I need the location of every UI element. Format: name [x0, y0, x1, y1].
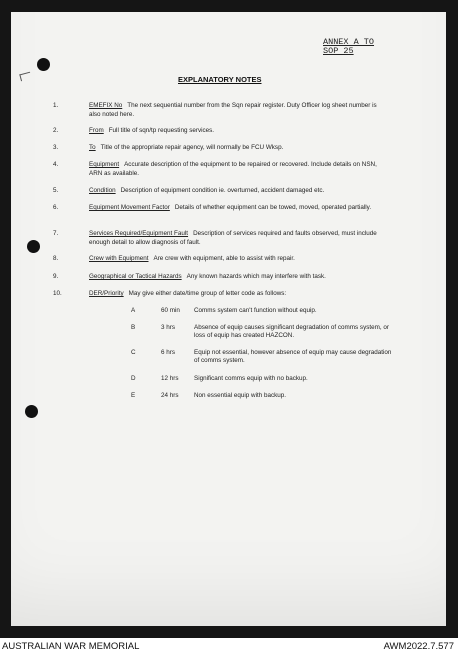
punch-hole — [27, 240, 40, 253]
item-number: 6. — [53, 204, 59, 211]
annex-line-2: SOP 25 — [323, 46, 354, 56]
item-description: Title of the appropriate repair agency, will normally be FCU Wksp. — [100, 144, 284, 151]
priority-description: Absence of equip causes significant degradation of comms system, or loss of equip has created HAZCON. — [194, 324, 389, 340]
priority-code: B — [131, 324, 136, 331]
punch-hole — [37, 58, 50, 71]
footer-institution: AUSTRALIAN WAR MEMORIAL — [2, 641, 140, 652]
item-label: DER/Priority — [89, 290, 124, 297]
priority-time: 6 hrs — [161, 349, 175, 356]
item-label: Equipment Movement Factor — [89, 204, 170, 211]
item-label: Equipment — [89, 161, 120, 168]
item-number: 3. — [53, 144, 59, 151]
item-description: Description of equipment condition ie. overturned, accident damaged etc. — [120, 187, 325, 194]
item-description: May give either date/time group of letter code as follows: — [128, 290, 287, 297]
item-description: Full title of sqn/tp requesting services. — [108, 127, 215, 134]
item-number: 7. — [53, 230, 59, 237]
item-description: Details of whether equipment can be towed, moved, operated partially. — [174, 204, 372, 211]
item-number: 10. — [53, 290, 62, 297]
priority-time: 24 hrs — [161, 392, 179, 399]
footer-accession-number: AWM2022.7.577 — [383, 641, 454, 652]
item-description: Any known hazards which may interfere with task. — [186, 273, 326, 280]
priority-description: Non essential equip with backup. — [194, 392, 287, 399]
item-text — [89, 204, 389, 213]
priority-description: Equip not essential, however absence of equip may cause degradation of comms system. — [194, 349, 392, 365]
item-number: 4. — [53, 161, 59, 168]
annex-reference — [323, 38, 374, 56]
item-text — [89, 290, 389, 299]
priority-description: Significant comms equip with no backup. — [194, 375, 308, 382]
item-number: 9. — [53, 273, 59, 280]
item-text — [89, 102, 389, 119]
annex-line-1: ANNEX A TO — [323, 37, 375, 47]
item-description: The next sequential number from the Sqn repair register. Duty Officer log sheet number is also noted here. — [89, 102, 377, 118]
priority-code: D — [131, 375, 136, 382]
item-label: Services Required/Equipment Fault — [89, 230, 189, 237]
item-number: 5. — [53, 187, 59, 194]
item-text — [89, 127, 389, 136]
item-number: 2. — [53, 127, 59, 134]
punch-hole — [25, 405, 38, 418]
item-text — [89, 230, 389, 247]
item-text — [89, 273, 389, 282]
priority-time: 12 hrs — [161, 375, 179, 382]
priority-time: 3 hrs — [161, 324, 175, 331]
item-number: 1. — [53, 102, 59, 109]
item-label: Condition — [89, 187, 116, 194]
item-text — [89, 144, 389, 153]
priority-code: A — [131, 307, 136, 314]
item-label: Crew with Equipment — [89, 255, 149, 262]
item-description: Are crew with equipment, able to assist with repair. — [153, 255, 295, 262]
item-number: 8. — [53, 255, 59, 262]
item-text — [89, 187, 389, 196]
item-label: EMEFIX No — [89, 102, 123, 109]
priority-time: 60 min — [161, 307, 180, 314]
item-description: Description of services required and faults observed, must include enough detail to allow diagnosis of fault. — [89, 230, 377, 246]
priority-code: E — [131, 392, 136, 399]
priority-code: C — [131, 349, 136, 356]
item-label: From — [89, 127, 104, 134]
item-text — [89, 255, 389, 264]
item-text — [89, 161, 389, 178]
item-description: Accurate description of the equipment to be repaired or recovered. Include details on NSN, ARN as available. — [89, 161, 377, 177]
page-title: EXPLANATORY NOTES — [178, 75, 262, 84]
item-label: Geographical or Tactical Hazards — [89, 273, 182, 280]
item-label: To — [89, 144, 96, 151]
priority-description: Comms system can't function without equip. — [194, 307, 317, 314]
